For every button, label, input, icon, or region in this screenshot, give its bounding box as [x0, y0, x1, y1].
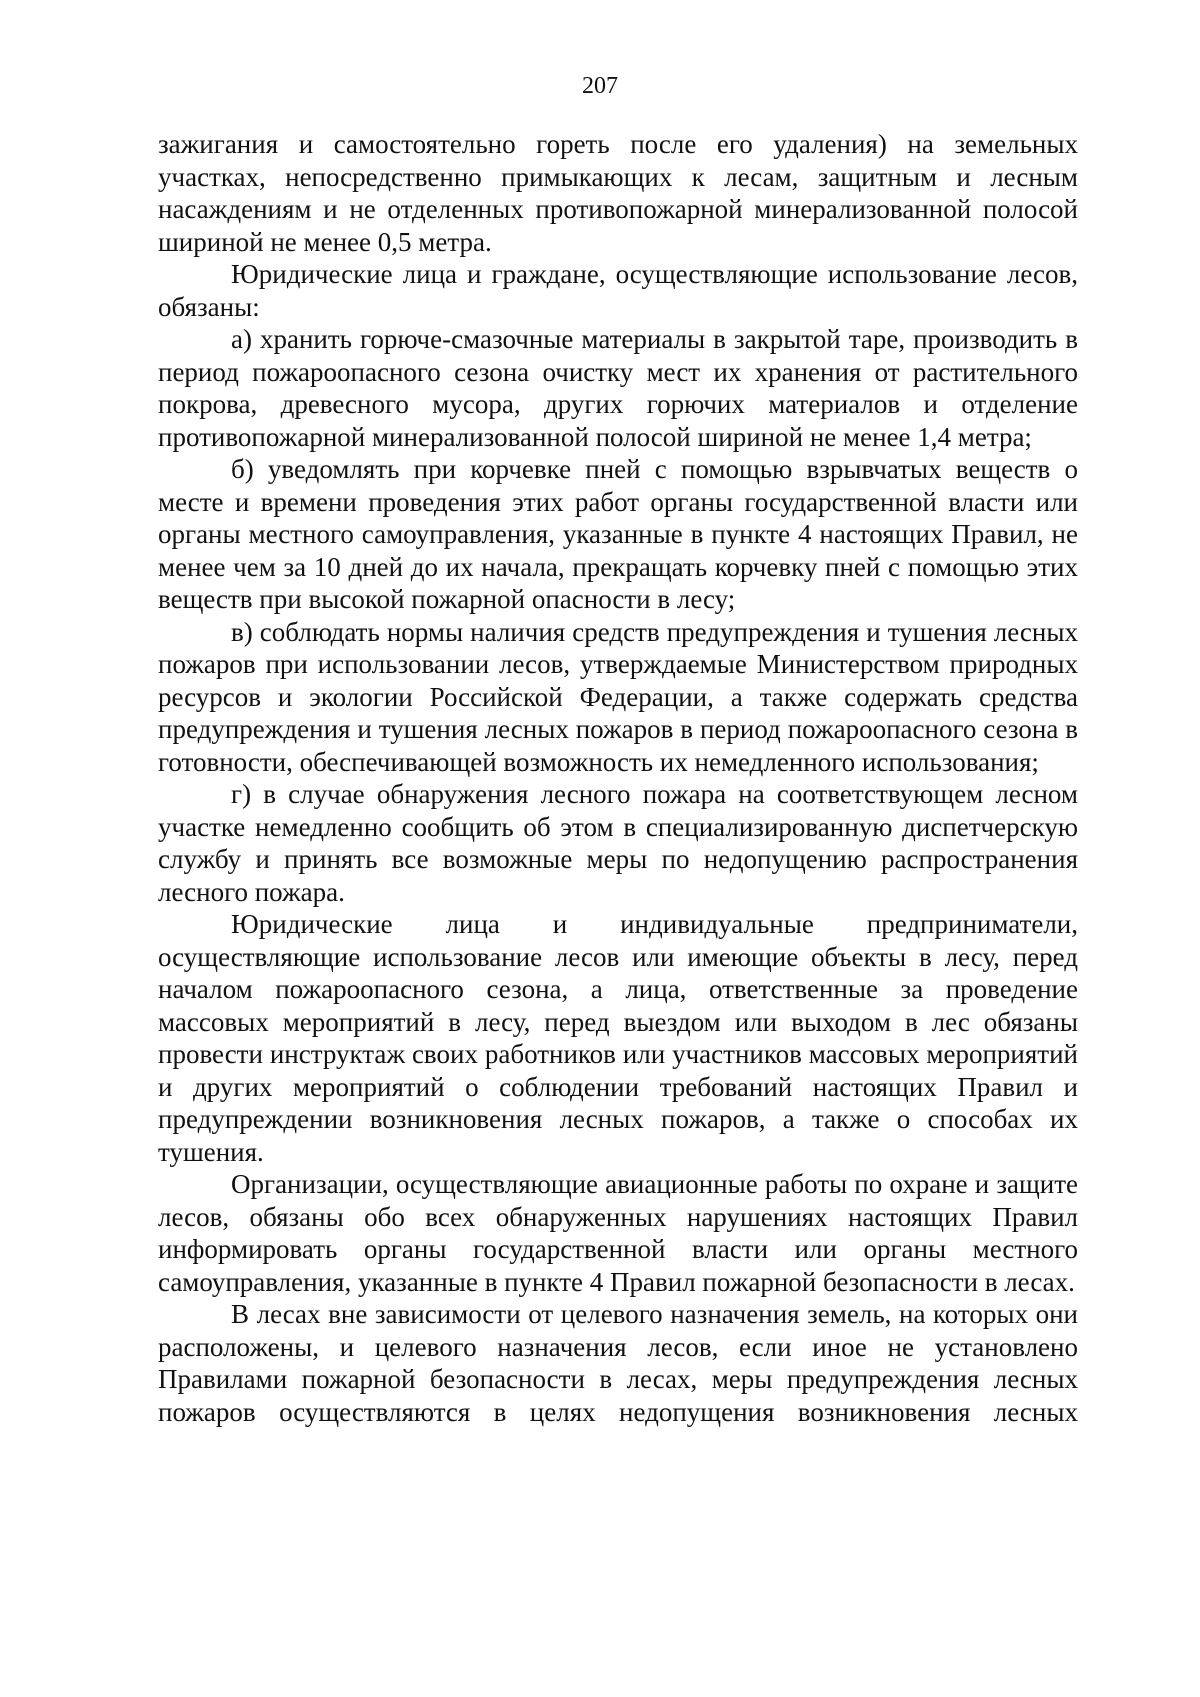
document-body [158, 128, 1078, 1428]
page-number: 207 [582, 73, 618, 99]
paragraph-prevention-measures: В лесах вне зависимости от целевого назначения земель, на которых они расположены, и целевого назначения лесов, если иное не установлено Правилами пожарной безопасности в лесах, меры предупреждения лесных пожаров осуществляются в целях недопущения возникновения лесных [158, 1299, 1078, 1427]
paragraph-item-g: г) в случае обнаружения лесного пожара на соответствующем лесном участке немедленно сообщить об этом в специализированную диспетчерскую службу и принять все возможные меры по недопущению распространения лесного пожара. [158, 779, 1078, 907]
paragraph-continuation: зажигания и самостоятельно гореть после его удаления) на земельных участках, непосредственно примыкающих к лесам, защитным и лесным насаждениям и не отделенных противопожарной минерализованной полосой шириной не менее 0,5 метра. [158, 129, 1078, 257]
paragraph-obligations-intro: Юридические лица и граждане, осуществляющие использование лесов, обязаны: [158, 259, 1078, 322]
paragraph-item-a: а) хранить горюче-смазочные материалы в закрытой таре, производить в период пожароопасного сезона очистку мест их хранения от растительного покрова, древесного мусора, других горючих материалов и отделение противопожарной минерализованной полосой шириной не менее 1,4 метра; [158, 324, 1078, 452]
paragraph-item-b: б) уведомлять при корчевке пней с помощью взрывчатых веществ о месте и времени проведения этих работ органы государственной власти или органы местного самоуправления, указанные в пункте 4 настоящих Правил, не менее чем за 10 дней до их начала, прекращать корчевку пней с помощью этих веществ при высокой пожарной опасности в лесу; [158, 454, 1078, 614]
paragraph-aviation: Организации, осуществляющие авиационные работы по охране и защите лесов, обязаны обо всех обнаруженных нарушениях настоящих Правил информировать органы государственной власти или органы местного самоуправления, указанные в пункте 4 Правил пожарной безопасности в лесах. [158, 1169, 1078, 1297]
paragraph-entrepreneurs: Юридические лица и индивидуальные предприниматели, осуществляющие использование лесов или имеющие объекты в лесу, перед началом пожароопасного сезона, а лица, ответственные за проведение массовых мероприятий в лесу, перед выездом или выходом в лес обязаны провести инструктаж своих работников или участников массовых мероприятий и других мероприятий о соблюдении требований настоящих Правил и предупреждении возникновения лесных пожаров, а также о способах их тушения. [158, 909, 1078, 1167]
paragraph-item-v: в) соблюдать нормы наличия средств предупреждения и тушения лесных пожаров при использовании лесов, утверждаемые Министерством природных ресурсов и экологии Российской Федерации, а также содержать средства предупреждения и тушения лесных пожаров в период пожароопасного сезона в готовности, обеспечивающей возможность их немедленного использования; [158, 616, 1078, 777]
